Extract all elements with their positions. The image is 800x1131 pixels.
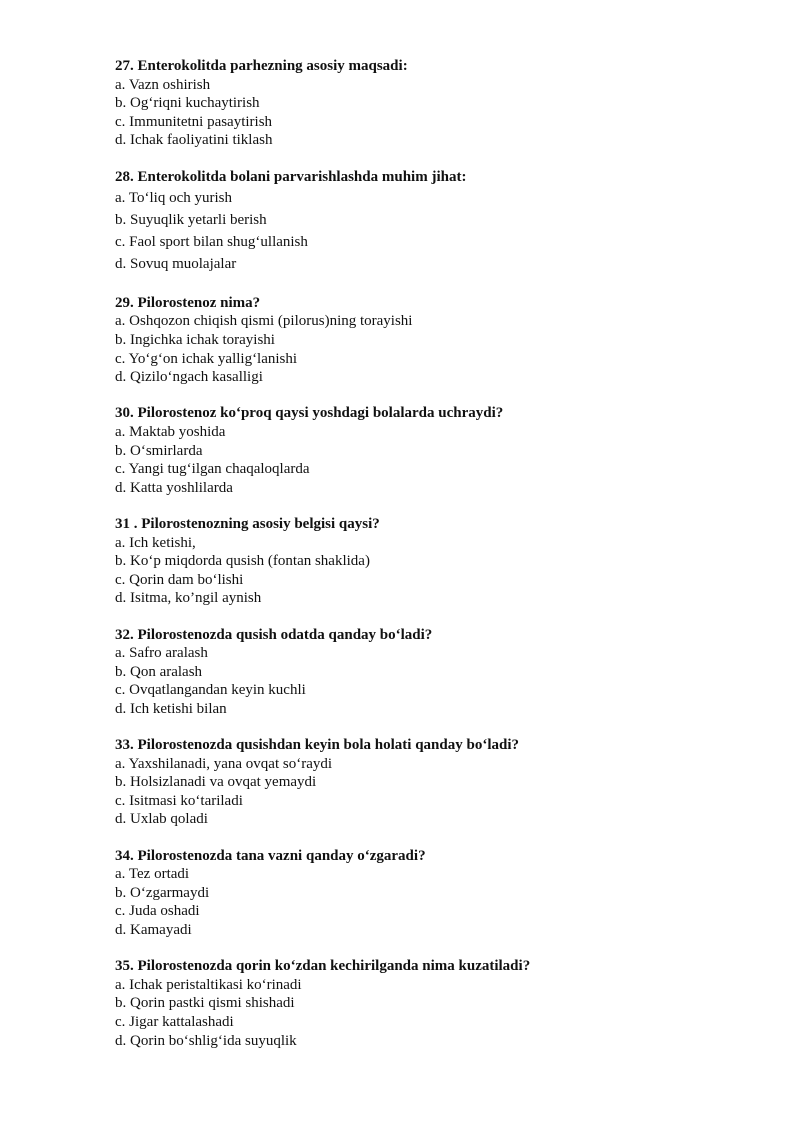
option-b: b. Ingichka ichak torayishi (115, 332, 275, 349)
question-title: 29. Pilorostenoz nima? (115, 294, 261, 311)
option-a: a. Maktab yoshida (115, 424, 226, 440)
option-b: b. Qorin pastki qismi shishadi (115, 995, 295, 1012)
question-title: 34. Pilorostenozda tana vazni qanday o‘zgaradi? (115, 847, 426, 864)
spacer (115, 719, 735, 737)
spacer (115, 497, 735, 515)
option-c: c. Yo‘g‘on ichak yallig‘lanishi (115, 350, 298, 367)
option-d: d. Kamayadi (115, 922, 192, 939)
option-a: a. Tez ortadi (115, 866, 190, 883)
option-a: a. Vazn oshirish (115, 76, 211, 93)
question-title: 31 . Pilorostenozning asosiy belgisi qaysi? (115, 515, 380, 532)
question-35 (115, 957, 735, 1050)
option-b: b. Og‘riqni kuchaytirish (115, 95, 260, 112)
option-b: b. O‘zgarmaydi (115, 884, 210, 901)
question-title: 27. Enterokolitda parhezning asosiy maqsadi: (115, 58, 408, 74)
question-32 (115, 626, 735, 719)
option-d: d. Ich ketishi bilan (115, 700, 227, 717)
option-b: b. Holsizlanadi va ovqat yemaydi (115, 774, 317, 791)
question-33 (115, 736, 735, 829)
spacer (115, 275, 735, 294)
question-title: 32. Pilorostenozda qusish odatda qanday bo‘ladi? (115, 626, 433, 643)
option-a: a. Ich ketishi, (115, 534, 196, 551)
option-d: d. Qorin bo‘shlig‘ida suyuqlik (115, 1032, 297, 1049)
spacer (115, 387, 735, 405)
option-a: a. Oshqozon chiqish qismi (pilorus)ning torayishi (115, 313, 413, 330)
option-c: c. Jigar kattalashadi (115, 1014, 234, 1030)
spacer (115, 150, 735, 168)
option-b: b. Qon aralash (115, 663, 203, 680)
question-28 (115, 168, 735, 276)
question-29 (115, 294, 735, 387)
option-d: d. Uxlab qoladi (115, 811, 208, 828)
option-a: a. Safro aralash (115, 645, 208, 662)
spacer (115, 829, 735, 847)
question-title: 35. Pilorostenozda qorin ko‘zdan kechirilganda nima kuzatiladi? (115, 958, 531, 975)
option-b: b. Suyuqlik yetarli berish (115, 211, 267, 228)
question-31 (115, 515, 735, 608)
option-c: c. Qorin dam bo‘lishi (115, 571, 244, 588)
spacer (115, 940, 735, 958)
option-c: c. Isitmasi ko‘tariladi (115, 792, 243, 809)
option-d: d. Ichak faoliyatini tiklash (115, 132, 273, 149)
option-a: a. Ichak peristaltikasi ko‘rinadi (115, 976, 302, 993)
option-d: d. Sovuq muolajalar (115, 255, 237, 272)
question-34 (115, 847, 735, 940)
option-c: c. Yangi tug‘ilgan chaqaloqlarda (115, 461, 310, 478)
document-page (115, 57, 735, 1050)
option-a: a. Yaxshilanadi, yana ovqat so‘raydi (115, 755, 333, 772)
option-d: d. Katta yoshlilarda (115, 479, 233, 496)
option-c: c. Faol sport bilan shug‘ullanish (115, 233, 308, 250)
option-d: d. Qizilo‘ngach kasalligi (115, 369, 263, 386)
question-27 (115, 57, 735, 150)
spacer (115, 608, 735, 626)
option-b: b. Ko‘p miqdorda qusish (fontan shaklida) (115, 553, 370, 570)
option-a: a. To‘liq och yurish (115, 190, 232, 207)
option-b: b. O‘smirlarda (115, 442, 203, 459)
question-title: 33. Pilorostenozda qusishdan keyin bola holati qanday bo‘ladi? (115, 737, 520, 754)
option-c: c. Immunitetni pasaytirish (115, 113, 273, 130)
option-c: c. Ovqatlangandan keyin kuchli (115, 682, 306, 699)
question-title: 28. Enterokolitda bolani parvarishlashda muhim jihat: (115, 168, 467, 185)
option-c: c. Juda oshadi (115, 903, 200, 920)
question-30 (115, 404, 735, 497)
option-d: d. Isitma, ko’ngil aynish (115, 590, 262, 607)
question-title: 30. Pilorostenoz ko‘proq qaysi yoshdagi bolalarda uchraydi? (115, 405, 504, 422)
